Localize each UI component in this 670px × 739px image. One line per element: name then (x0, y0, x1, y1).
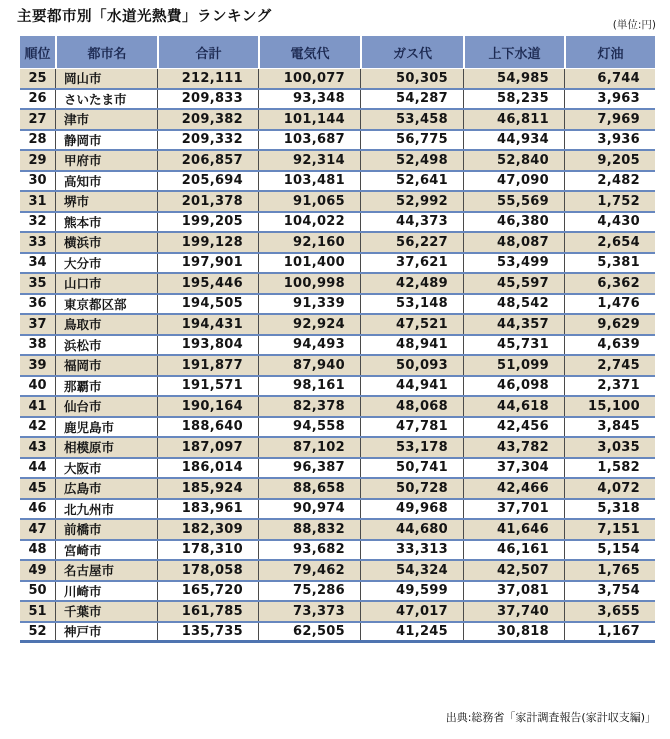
gas-cell: 49,599 (360, 582, 463, 601)
water-sewage-cell: 37,304 (463, 459, 564, 478)
city-name-cell: 仙台市 (55, 397, 157, 416)
table-row (20, 151, 655, 172)
electricity-cell: 75,286 (258, 582, 360, 601)
city-name-cell: 北九州市 (55, 500, 157, 519)
source-note: 出典:総務省「家計調査報告(家計収支編)」 (445, 711, 656, 724)
city-name-cell: 宮崎市 (55, 541, 157, 560)
electricity-cell: 92,314 (258, 151, 360, 170)
header-water-sewage: 上下水道 (463, 36, 564, 68)
table-row (20, 500, 655, 521)
electricity-cell: 101,400 (258, 254, 360, 273)
table-row (20, 356, 655, 377)
city-name-cell: 静岡市 (55, 131, 157, 150)
utility-cost-ranking-table (20, 36, 655, 643)
rank-cell: 30 (28, 173, 47, 189)
city-name-cell: 川崎市 (55, 582, 157, 601)
rank-cell: 25 (28, 70, 47, 86)
kerosene-cell: 5,154 (564, 541, 655, 560)
electricity-cell: 98,161 (258, 377, 360, 396)
rank-cell: 37 (28, 316, 47, 332)
kerosene-cell: 15,100 (564, 397, 655, 416)
table-row (20, 479, 655, 500)
kerosene-cell: 7,151 (564, 520, 655, 539)
kerosene-cell: 3,845 (564, 418, 655, 437)
city-name-cell: 前橋市 (55, 520, 157, 539)
header-rank: 順位 (24, 46, 51, 62)
table-row (20, 254, 655, 275)
total-cell: 205,694 (157, 172, 258, 191)
table-row (20, 459, 655, 480)
header-city-name: 都市名 (55, 36, 157, 68)
table-row (20, 561, 655, 582)
gas-cell: 50,741 (360, 459, 463, 478)
total-cell: 183,961 (157, 500, 258, 519)
total-cell: 209,833 (157, 90, 258, 109)
electricity-cell: 82,378 (258, 397, 360, 416)
table-body (20, 69, 655, 643)
table-row (20, 69, 655, 90)
rank-cell: 46 (28, 501, 47, 517)
table-row (20, 438, 655, 459)
water-sewage-cell: 42,507 (463, 561, 564, 580)
gas-cell: 48,941 (360, 336, 463, 355)
table-row (20, 582, 655, 603)
rank-cell: 48 (28, 542, 47, 558)
kerosene-cell: 9,629 (564, 315, 655, 334)
city-name-cell: 浜松市 (55, 336, 157, 355)
header-kerosene: 灯油 (564, 36, 655, 68)
kerosene-cell: 4,072 (564, 479, 655, 498)
electricity-cell: 92,924 (258, 315, 360, 334)
rank-cell: 33 (28, 234, 47, 250)
electricity-cell: 100,998 (258, 274, 360, 293)
city-name-cell: 千葉市 (55, 602, 157, 621)
kerosene-cell: 1,582 (564, 459, 655, 478)
total-cell: 201,378 (157, 192, 258, 211)
rank-cell: 52 (28, 623, 47, 639)
water-sewage-cell: 45,731 (463, 336, 564, 355)
table-row (20, 623, 655, 644)
water-sewage-cell: 46,811 (463, 110, 564, 129)
kerosene-cell: 1,476 (564, 295, 655, 314)
water-sewage-cell: 52,840 (463, 151, 564, 170)
header-total: 合計 (157, 36, 258, 68)
electricity-cell: 93,348 (258, 90, 360, 109)
table-row (20, 192, 655, 213)
kerosene-cell: 3,035 (564, 438, 655, 457)
gas-cell: 52,641 (360, 172, 463, 191)
total-cell: 209,332 (157, 131, 258, 150)
rank-cell: 40 (28, 378, 47, 394)
electricity-cell: 92,160 (258, 233, 360, 252)
rank-cell: 28 (28, 132, 47, 148)
city-name-cell: さいたま市 (55, 90, 157, 109)
water-sewage-cell: 44,357 (463, 315, 564, 334)
water-sewage-cell: 48,542 (463, 295, 564, 314)
rank-cell: 43 (28, 439, 47, 455)
city-name-cell: 津市 (55, 110, 157, 129)
electricity-cell: 103,481 (258, 172, 360, 191)
gas-cell: 52,992 (360, 192, 463, 211)
city-name-cell: 岡山市 (55, 69, 157, 88)
rank-cell: 41 (28, 398, 47, 414)
table-row (20, 233, 655, 254)
electricity-cell: 88,832 (258, 520, 360, 539)
water-sewage-cell: 45,597 (463, 274, 564, 293)
city-name-cell: 大阪市 (55, 459, 157, 478)
electricity-cell: 88,658 (258, 479, 360, 498)
gas-cell: 48,068 (360, 397, 463, 416)
rank-cell: 35 (28, 275, 47, 291)
kerosene-cell: 3,963 (564, 90, 655, 109)
rank-cell: 51 (28, 603, 47, 619)
rank-cell: 45 (28, 480, 47, 496)
rank-cell: 38 (28, 337, 47, 353)
total-cell: 195,446 (157, 274, 258, 293)
total-cell: 206,857 (157, 151, 258, 170)
water-sewage-cell: 30,818 (463, 623, 564, 641)
water-sewage-cell: 54,985 (463, 69, 564, 88)
gas-cell: 37,621 (360, 254, 463, 273)
kerosene-cell: 4,639 (564, 336, 655, 355)
electricity-cell: 101,144 (258, 110, 360, 129)
total-cell: 199,205 (157, 213, 258, 232)
water-sewage-cell: 37,740 (463, 602, 564, 621)
water-sewage-cell: 47,090 (463, 172, 564, 191)
city-name-cell: 鳥取市 (55, 315, 157, 334)
electricity-cell: 62,505 (258, 623, 360, 641)
gas-cell: 54,287 (360, 90, 463, 109)
total-cell: 187,097 (157, 438, 258, 457)
kerosene-cell: 5,318 (564, 500, 655, 519)
table-header-row (20, 36, 655, 69)
city-name-cell: 高知市 (55, 172, 157, 191)
city-name-cell: 名古屋市 (55, 561, 157, 580)
electricity-cell: 104,022 (258, 213, 360, 232)
city-name-cell: 大分市 (55, 254, 157, 273)
city-name-cell: 堺市 (55, 192, 157, 211)
gas-cell: 52,498 (360, 151, 463, 170)
gas-cell: 47,781 (360, 418, 463, 437)
rank-cell: 29 (28, 152, 47, 168)
electricity-cell: 90,974 (258, 500, 360, 519)
city-name-cell: 山口市 (55, 274, 157, 293)
water-sewage-cell: 41,646 (463, 520, 564, 539)
kerosene-cell: 2,654 (564, 233, 655, 252)
table-row (20, 131, 655, 152)
gas-cell: 54,324 (360, 561, 463, 580)
kerosene-cell: 7,969 (564, 110, 655, 129)
rank-cell: 39 (28, 357, 47, 373)
gas-cell: 41,245 (360, 623, 463, 641)
kerosene-cell: 2,482 (564, 172, 655, 191)
table-row (20, 90, 655, 111)
total-cell: 165,720 (157, 582, 258, 601)
kerosene-cell: 2,745 (564, 356, 655, 375)
total-cell: 194,431 (157, 315, 258, 334)
table-row (20, 110, 655, 131)
gas-cell: 49,968 (360, 500, 463, 519)
water-sewage-cell: 42,456 (463, 418, 564, 437)
city-name-cell: 広島市 (55, 479, 157, 498)
gas-cell: 47,017 (360, 602, 463, 621)
gas-cell: 53,148 (360, 295, 463, 314)
table-row (20, 397, 655, 418)
table-row (20, 541, 655, 562)
water-sewage-cell: 43,782 (463, 438, 564, 457)
total-cell: 199,128 (157, 233, 258, 252)
table-row (20, 274, 655, 295)
city-name-cell: 那覇市 (55, 377, 157, 396)
electricity-cell: 79,462 (258, 561, 360, 580)
rank-cell: 42 (28, 419, 47, 435)
water-sewage-cell: 55,569 (463, 192, 564, 211)
water-sewage-cell: 42,466 (463, 479, 564, 498)
table-row (20, 315, 655, 336)
gas-cell: 50,093 (360, 356, 463, 375)
total-cell: 191,877 (157, 356, 258, 375)
city-name-cell: 甲府市 (55, 151, 157, 170)
kerosene-cell: 4,430 (564, 213, 655, 232)
electricity-cell: 94,493 (258, 336, 360, 355)
unit-note: (単位:円) (612, 19, 656, 31)
gas-cell: 33,313 (360, 541, 463, 560)
gas-cell: 53,458 (360, 110, 463, 129)
gas-cell: 47,521 (360, 315, 463, 334)
electricity-cell: 94,558 (258, 418, 360, 437)
gas-cell: 50,728 (360, 479, 463, 498)
water-sewage-cell: 46,161 (463, 541, 564, 560)
rank-cell: 44 (28, 460, 47, 476)
city-name-cell: 熊本市 (55, 213, 157, 232)
kerosene-cell: 5,381 (564, 254, 655, 273)
water-sewage-cell: 58,235 (463, 90, 564, 109)
table-row (20, 602, 655, 623)
water-sewage-cell: 37,081 (463, 582, 564, 601)
table-row (20, 377, 655, 398)
electricity-cell: 87,102 (258, 438, 360, 457)
rank-cell: 36 (28, 296, 47, 312)
water-sewage-cell: 51,099 (463, 356, 564, 375)
total-cell: 178,058 (157, 561, 258, 580)
total-cell: 178,310 (157, 541, 258, 560)
rank-cell: 49 (28, 562, 47, 578)
table-row (20, 520, 655, 541)
page-title: 主要都市別「水道光熱費」ランキング (17, 9, 272, 25)
gas-cell: 50,305 (360, 69, 463, 88)
total-cell: 135,735 (157, 623, 258, 641)
electricity-cell: 91,339 (258, 295, 360, 314)
water-sewage-cell: 37,701 (463, 500, 564, 519)
header-gas: ガス代 (360, 36, 463, 68)
electricity-cell: 100,077 (258, 69, 360, 88)
table-row (20, 336, 655, 357)
rank-cell: 26 (28, 91, 47, 107)
total-cell: 182,309 (157, 520, 258, 539)
rank-cell: 27 (28, 111, 47, 127)
total-cell: 191,571 (157, 377, 258, 396)
kerosene-cell: 6,362 (564, 274, 655, 293)
total-cell: 197,901 (157, 254, 258, 273)
electricity-cell: 87,940 (258, 356, 360, 375)
kerosene-cell: 9,205 (564, 151, 655, 170)
kerosene-cell: 6,744 (564, 69, 655, 88)
city-name-cell: 東京都区部 (55, 295, 157, 314)
electricity-cell: 73,373 (258, 602, 360, 621)
kerosene-cell: 1,752 (564, 192, 655, 211)
city-name-cell: 福岡市 (55, 356, 157, 375)
electricity-cell: 96,387 (258, 459, 360, 478)
gas-cell: 44,941 (360, 377, 463, 396)
total-cell: 193,804 (157, 336, 258, 355)
kerosene-cell: 3,655 (564, 602, 655, 621)
rank-cell: 32 (28, 214, 47, 230)
water-sewage-cell: 53,499 (463, 254, 564, 273)
total-cell: 188,640 (157, 418, 258, 437)
table-row (20, 418, 655, 439)
total-cell: 212,111 (157, 69, 258, 88)
city-name-cell: 神戸市 (55, 623, 157, 641)
table-row (20, 295, 655, 316)
water-sewage-cell: 46,098 (463, 377, 564, 396)
rank-cell: 31 (28, 193, 47, 209)
rank-cell: 34 (28, 255, 47, 271)
gas-cell: 44,680 (360, 520, 463, 539)
gas-cell: 42,489 (360, 274, 463, 293)
total-cell: 186,014 (157, 459, 258, 478)
table-row (20, 172, 655, 193)
total-cell: 185,924 (157, 479, 258, 498)
rank-cell: 50 (28, 583, 47, 599)
water-sewage-cell: 48,087 (463, 233, 564, 252)
electricity-cell: 93,682 (258, 541, 360, 560)
city-name-cell: 相模原市 (55, 438, 157, 457)
rank-cell: 47 (28, 521, 47, 537)
table-row (20, 213, 655, 234)
city-name-cell: 鹿児島市 (55, 418, 157, 437)
city-name-cell: 横浜市 (55, 233, 157, 252)
gas-cell: 56,227 (360, 233, 463, 252)
gas-cell: 44,373 (360, 213, 463, 232)
total-cell: 209,382 (157, 110, 258, 129)
kerosene-cell: 1,765 (564, 561, 655, 580)
header-electricity: 電気代 (258, 36, 360, 68)
water-sewage-cell: 44,618 (463, 397, 564, 416)
kerosene-cell: 3,936 (564, 131, 655, 150)
kerosene-cell: 3,754 (564, 582, 655, 601)
total-cell: 194,505 (157, 295, 258, 314)
kerosene-cell: 1,167 (564, 623, 655, 641)
water-sewage-cell: 44,934 (463, 131, 564, 150)
total-cell: 190,164 (157, 397, 258, 416)
electricity-cell: 103,687 (258, 131, 360, 150)
electricity-cell: 91,065 (258, 192, 360, 211)
water-sewage-cell: 46,380 (463, 213, 564, 232)
kerosene-cell: 2,371 (564, 377, 655, 396)
gas-cell: 53,178 (360, 438, 463, 457)
gas-cell: 56,775 (360, 131, 463, 150)
total-cell: 161,785 (157, 602, 258, 621)
